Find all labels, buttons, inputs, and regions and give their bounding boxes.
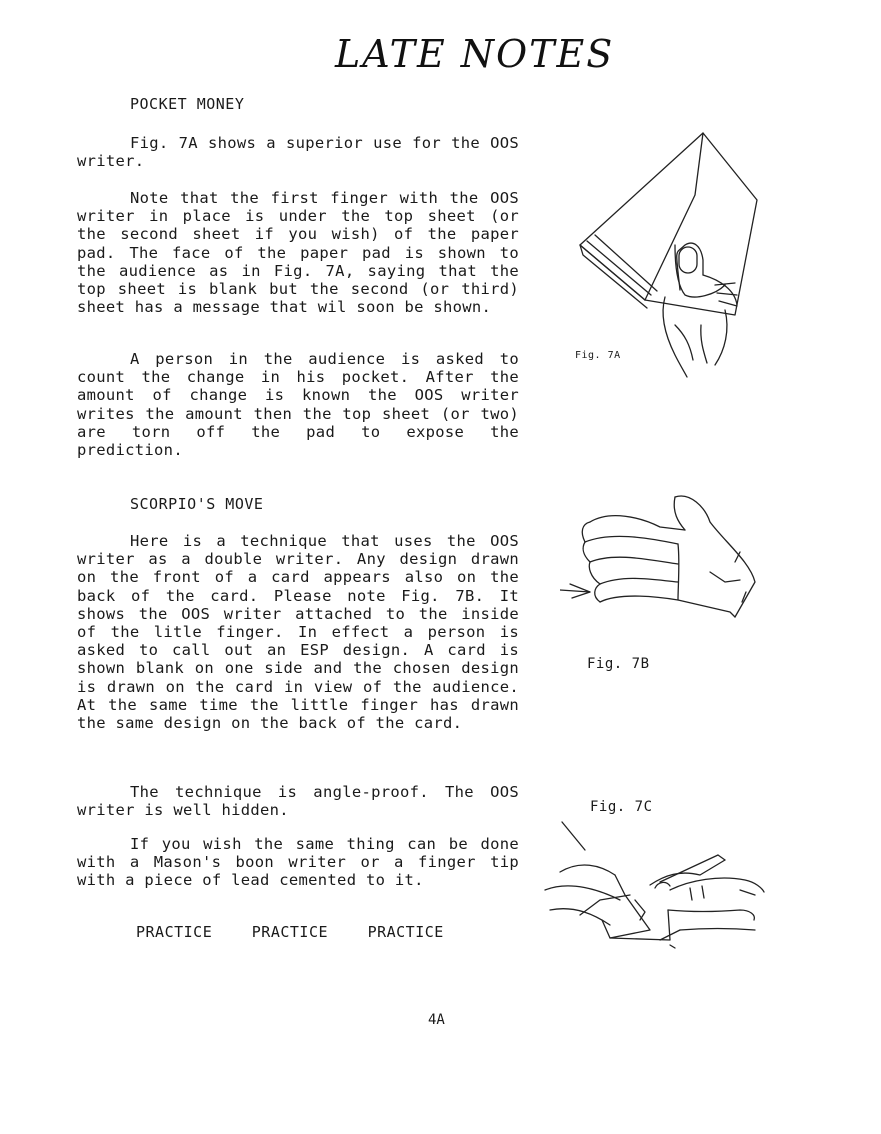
paragraph-text: Note that the first finger with the OOS writer in place is under the top sheet (or the second sheet if you wish) of the paper pad. The face of the paper pad is shown to the audience as in Fig. 7A, saying that the top sheet is blank but the second (or third) sheet has a message that wil soon be shown. (77, 189, 519, 317)
pocket-money-paragraph-1 (77, 134, 519, 170)
paragraph-text: If you wish the same thing can be done with a Mason's boon writer or a finger tip with a piece of lead cemented to it. (77, 835, 519, 890)
pocket-money-paragraph-3 (77, 350, 519, 459)
scorpios-move-paragraph-2 (77, 783, 519, 819)
title-text: LATE NOTES (335, 32, 615, 76)
fig-7a-caption: Fig. 7A (575, 350, 621, 361)
scorpios-move-paragraph-3 (77, 835, 519, 890)
paragraph-text: A person in the audience is asked to count the change in his pocket. After the amount of change is known the OOS writer writes the amount then the top sheet (or two) are torn off the pad to expose the prediction. (77, 350, 519, 460)
section-heading-scorpios-move: SCORPIO'S MOVE (130, 495, 264, 513)
page-title (335, 28, 615, 88)
pocket-money-paragraph-2 (77, 189, 519, 316)
hands-drawing-card-icon (540, 820, 765, 960)
hand-with-writer-icon (560, 492, 770, 627)
section-heading-pocket-money: POCKET MONEY (130, 95, 245, 113)
paragraph-text: Here is a technique that uses the OOS writer as a double writer. Any design drawn on the front of a card appears also on the back of the card. Please note Fig. 7B. It shows the OOS writer attached to the inside of the litle finger. In effect a person is asked to call out an ESP design. A card is shown blank on one side and the chosen design is drawn on the card in view of the audience. At the same time the little finger has drawn the same design on the back of the card. (77, 532, 519, 733)
practice-word: PRACTICE (136, 923, 213, 941)
page-number: 4A (428, 1012, 445, 1028)
fig-7c-caption: Fig. 7C (590, 799, 653, 815)
paragraph-text: The technique is angle-proof. The OOS writer is well hidden. (77, 783, 519, 820)
fig-7b-caption: Fig. 7B (587, 656, 650, 672)
scorpios-move-paragraph-1 (77, 532, 519, 732)
practice-word: PRACTICE (251, 923, 329, 941)
practice-word: PRACTICE (367, 923, 444, 941)
hand-holding-pad-icon (575, 125, 775, 380)
paragraph-text: Fig. 7A shows a superior use for the OOS writer. (77, 134, 519, 171)
practice-line (136, 923, 474, 941)
